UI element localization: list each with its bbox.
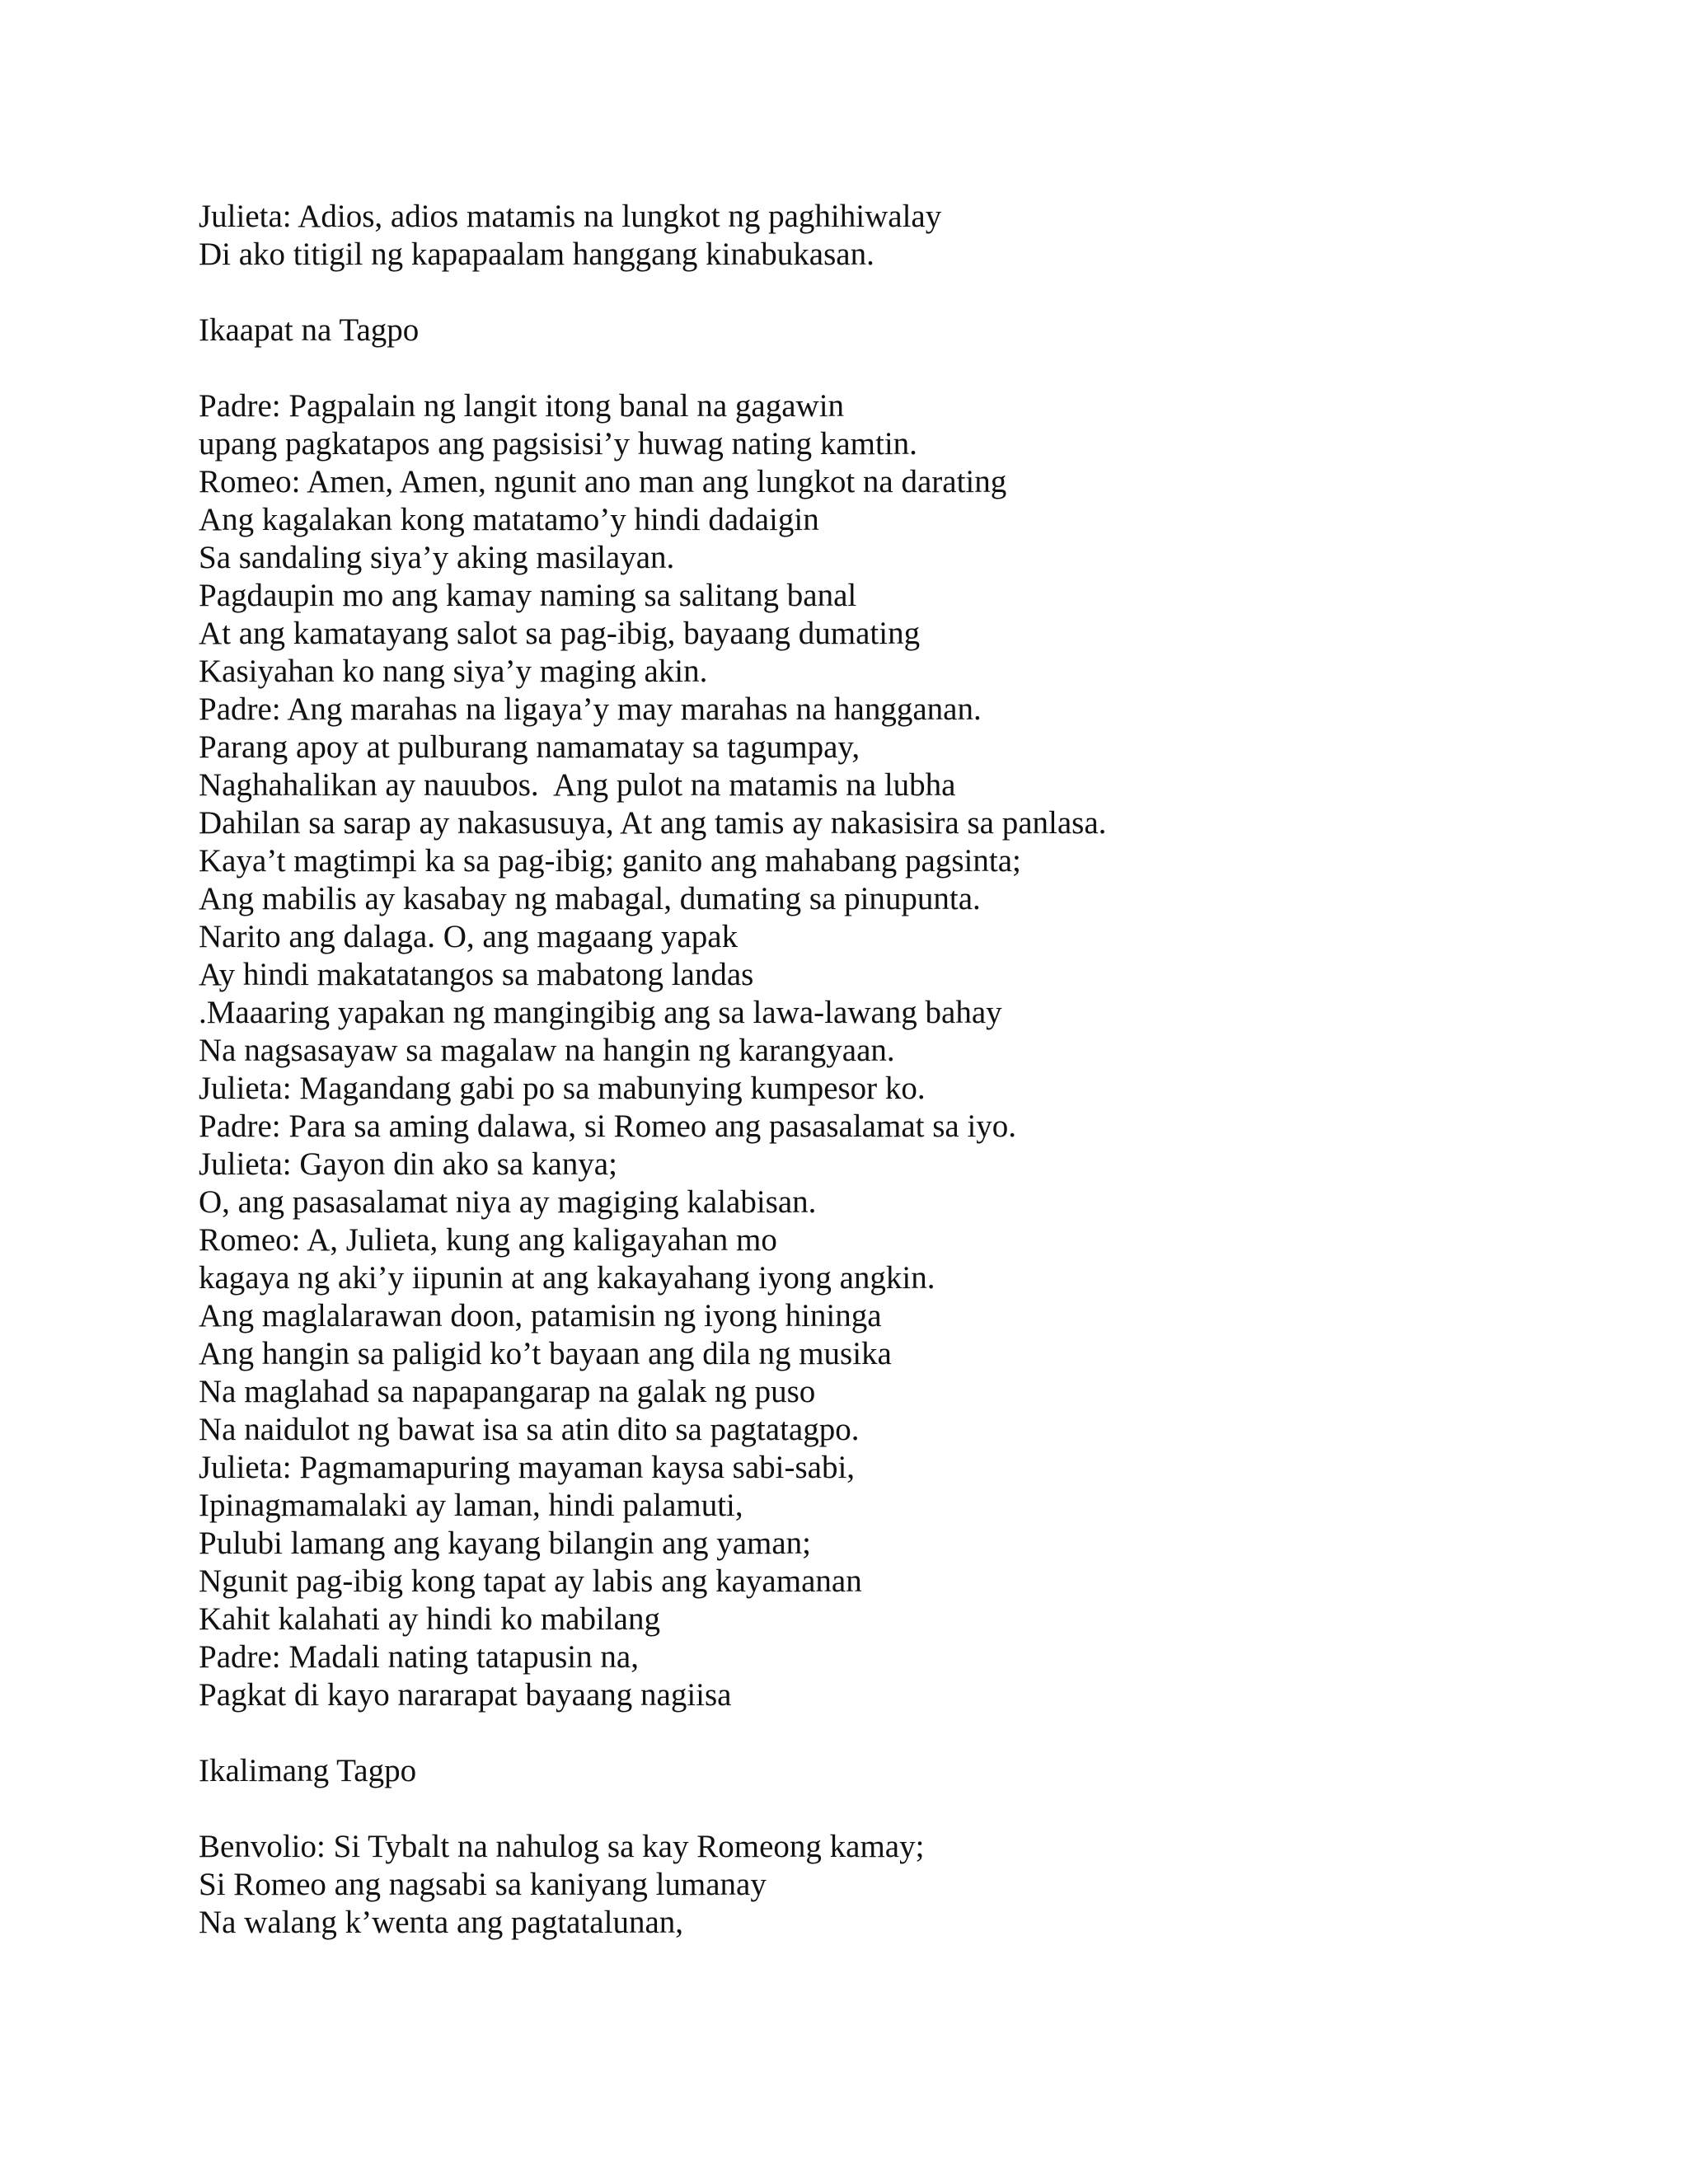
scene-heading xyxy=(199,312,1484,349)
text-line: Julieta: Gayon din ako sa kanya; xyxy=(199,1146,617,1182)
dialogue-block xyxy=(199,198,1484,274)
text-line: Kasiyahan ko nang siya’y maging akin. xyxy=(199,654,708,689)
paragraph-spacer xyxy=(199,274,1484,312)
text-line: Pagdaupin mo ang kamay naming sa salitang banal xyxy=(199,578,857,613)
text-line: Na maglahad sa napapangarap na galak ng puso xyxy=(199,1374,816,1409)
text-line: Ang hangin sa paligid ko’t bayaan ang dila ng musika xyxy=(199,1336,892,1371)
text-line: Pulubi lamang ang kayang bilangin ang yaman; xyxy=(199,1526,811,1561)
text-line: Ang mabilis ay kasabay ng mabagal, dumating sa pinupunta. xyxy=(199,881,981,916)
text-line: Dahilan sa sarap ay nakasusuya, At ang tamis ay nakasisira sa panlasa. xyxy=(199,805,1107,841)
text-line: Romeo: Amen, Amen, ngunit ano man ang lungkot na darating xyxy=(199,464,1007,499)
text-line: Kaya’t magtimpi ka sa pag-ibig; ganito ang mahabang pagsinta; xyxy=(199,843,1021,879)
text-line: Ay hindi makatatangos sa mabatong landas xyxy=(199,957,754,992)
text-line: Parang apoy at pulburang namamatay sa tagumpay, xyxy=(199,729,860,765)
text-line: Ngunit pag-ibig kong tapat ay labis ang kayamanan xyxy=(199,1563,862,1599)
text-line: .Maaaring yapakan ng mangingibig ang sa lawa-lawang bahay xyxy=(199,995,1002,1030)
text-line: Julieta: Adios, adios matamis na lungkot ng paghihiwalay xyxy=(199,199,942,234)
text-line: Romeo: A, Julieta, kung ang kaligayahan mo xyxy=(199,1222,777,1258)
text-line: Na walang k’wenta ang pagtatalunan, xyxy=(199,1905,684,1940)
text-line: Na nagsasayaw sa magalaw na hangin ng karangyaan. xyxy=(199,1033,895,1068)
scene-heading-text: Ikalimang Tagpo xyxy=(199,1753,417,1788)
document-body xyxy=(199,198,1484,1942)
text-line: Naghahalikan ay nauubos. Ang pulot na matamis na lubha xyxy=(199,767,956,803)
text-line: Padre: Ang marahas na ligaya’y may marahas na hangganan. xyxy=(199,691,982,727)
text-line: Ipinagmamalaki ay laman, hindi palamuti, xyxy=(199,1488,743,1523)
text-line: Si Romeo ang nagsabi sa kaniyang lumanay xyxy=(199,1867,767,1902)
dialogue-block xyxy=(199,1828,1484,1942)
scene-heading-text: Ikaapat na Tagpo xyxy=(199,312,420,348)
text-line: Padre: Pagpalain ng langit itong banal na gagawin xyxy=(199,388,845,424)
text-line: Julieta: Magandang gabi po sa mabunying kumpesor ko. xyxy=(199,1071,926,1106)
text-line: O, ang pasasalamat niya ay magiging kalabisan. xyxy=(199,1184,817,1220)
paragraph-spacer xyxy=(199,349,1484,387)
text-line: At ang kamatayang salot sa pag-ibig, bayaang dumating xyxy=(199,616,921,651)
text-line: Sa sandaling siya’y aking masilayan. xyxy=(199,540,675,575)
scene-heading xyxy=(199,1752,1484,1790)
text-line: Na naidulot ng bawat isa sa atin dito sa pagtatagpo. xyxy=(199,1412,860,1447)
text-line: Ang maglalarawan doon, patamisin ng iyong hininga xyxy=(199,1298,882,1333)
text-line: upang pagkatapos ang pagsisisi’y huwag nating kamtin. xyxy=(199,426,917,462)
paragraph-spacer xyxy=(199,1790,1484,1828)
text-line: Pagkat di kayo nararapat bayaang nagiisa xyxy=(199,1677,732,1713)
text-line: Ang kagalakan kong matatamo’y hindi dadaigin xyxy=(199,502,819,537)
text-line: kagaya ng aki’y iipunin at ang kakayahang iyong angkin. xyxy=(199,1260,935,1296)
text-line: Padre: Madali nating tatapusin na, xyxy=(199,1639,639,1675)
text-line: Benvolio: Si Tybalt na nahulog sa kay Romeong kamay; xyxy=(199,1829,925,1864)
text-line: Di ako titigil ng kapapaalam hanggang kinabukasan. xyxy=(199,237,874,272)
text-line: Padre: Para sa aming dalawa, si Romeo ang pasasalamat sa iyo. xyxy=(199,1108,1017,1144)
text-line: Julieta: Pagmamapuring mayaman kaysa sabi-sabi, xyxy=(199,1450,856,1485)
dialogue-block xyxy=(199,387,1484,1714)
paragraph-spacer xyxy=(199,1714,1484,1752)
text-line: Kahit kalahati ay hindi ko mabilang xyxy=(199,1601,660,1637)
text-line: Narito ang dalaga. O, ang magaang yapak xyxy=(199,919,738,954)
